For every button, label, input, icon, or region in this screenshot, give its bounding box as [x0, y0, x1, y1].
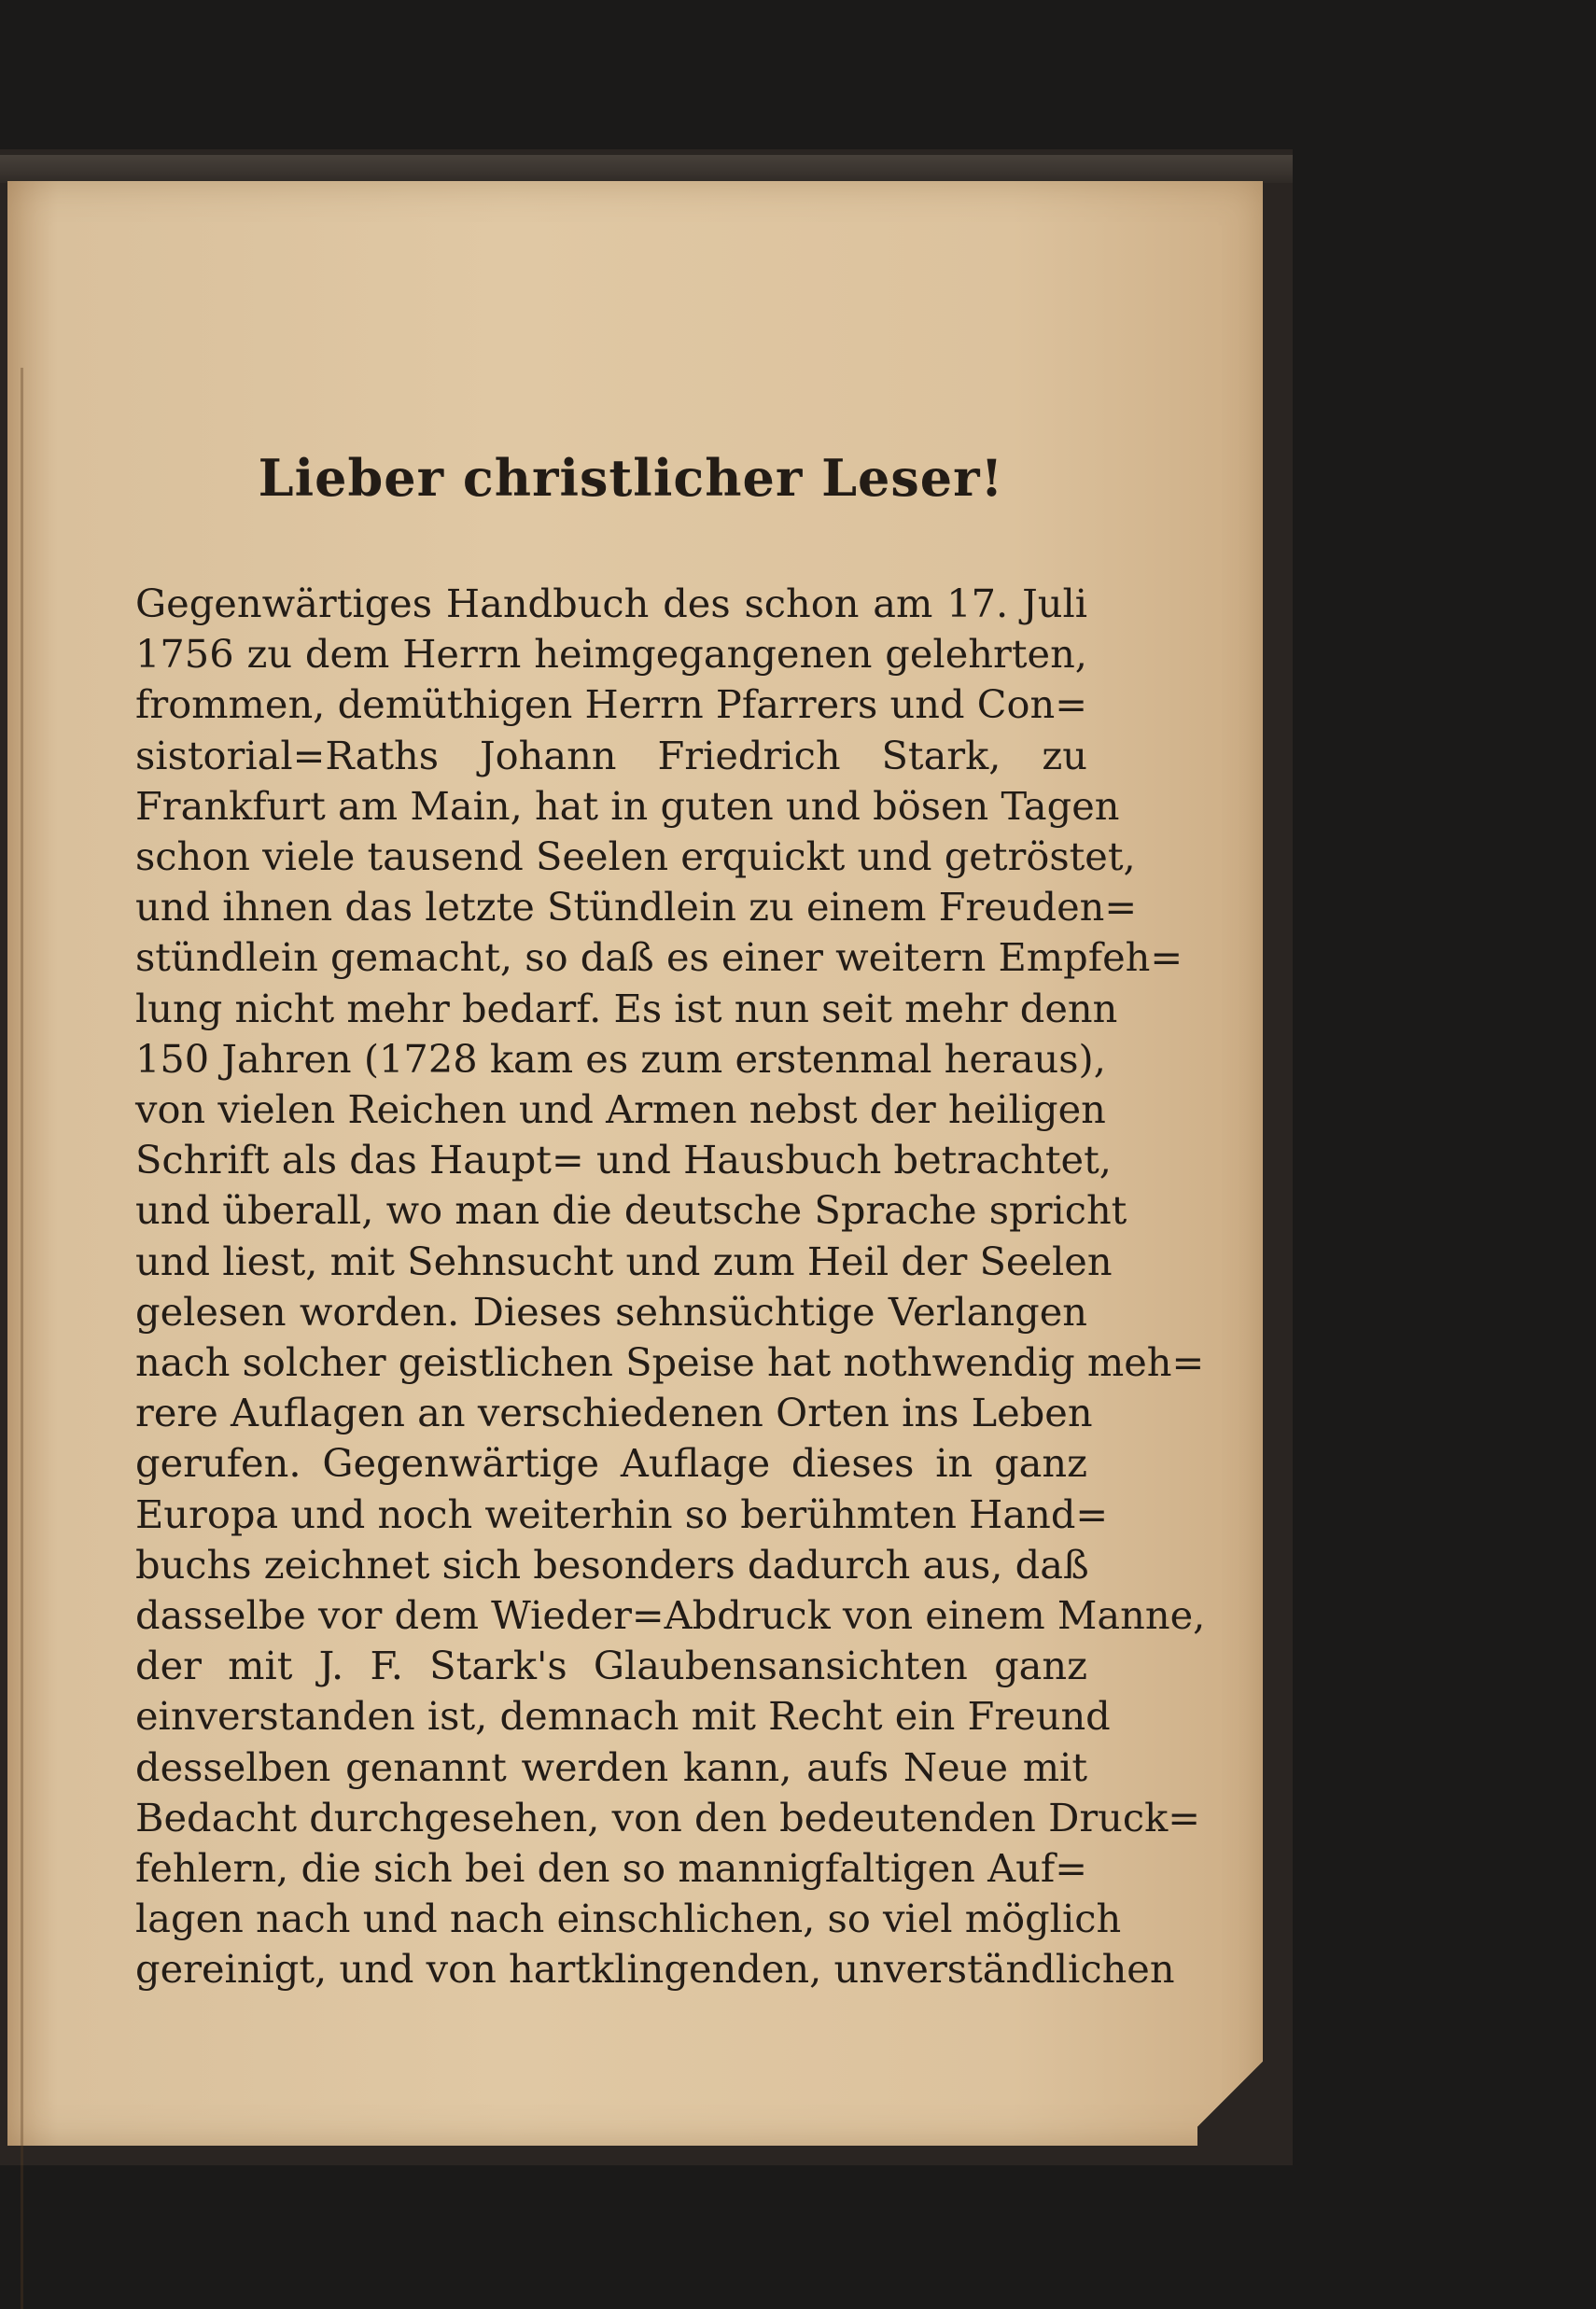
text-line: stündlein gemacht, so daß es einer weitern Empfeh=: [135, 934, 1183, 981]
page-corner-fold: [1197, 2043, 1263, 2146]
text-line: und ihnen das letzte Stündlein zu einem Freuden=: [135, 884, 1138, 931]
page-gutter-shadow: [21, 368, 23, 2309]
text-line: von vielen Reichen und Armen nebst der heiligen: [135, 1086, 1106, 1133]
text-line: fehlern, die sich bei den so mannigfaltigen Auf=: [135, 1845, 1087, 1892]
text-line: gelesen worden. Dieses sehnsüchtige Verlangen: [135, 1288, 1087, 1335]
text-line: 150 Jahren (1728 kam es zum erstenmal heraus),: [135, 1035, 1106, 1082]
text-line: dasselbe vor dem Wieder=Abdruck von einem Manne,: [135, 1592, 1206, 1639]
text-line: gereinigt, und von hartklingenden, unverständlichen: [135, 1946, 1175, 1993]
body-paragraph: [135, 579, 1206, 1995]
text-line: buchs zeichnet sich besonders dadurch aus, daß: [135, 1541, 1089, 1588]
text-line: frommen, demüthigen Herrn Pfarrers und Con=: [135, 681, 1087, 728]
text-line: Bedacht durchgesehen, von den bedeutenden Druck=: [135, 1794, 1201, 1840]
text-line: 1756 zu dem Herrn heimgegangenen gelehrten,: [135, 631, 1087, 678]
text-line: Gegenwärtiges Handbuch des schon am 17. Juli: [135, 581, 1087, 626]
text-line: Frankfurt am Main, hat in guten und bösen Tagen: [135, 782, 1120, 829]
book-spine-strip: [0, 155, 1293, 183]
text-line: Europa und noch weiterhin so berühmten Hand=: [135, 1490, 1109, 1537]
text-line: und überall, wo man die deutsche Sprache spricht: [135, 1187, 1127, 1234]
text-line: einverstanden ist, demnach mit Recht ein Freund: [135, 1693, 1111, 1740]
text-line: Schrift als das Haupt= und Hausbuch betrachtet,: [135, 1137, 1112, 1183]
text-line: rere Auflagen an verschiedenen Orten ins Leben: [135, 1390, 1093, 1436]
text-line: und liest, mit Sehnsucht und zum Heil der Seelen: [135, 1238, 1113, 1284]
text-line: gerufen. Gegenwärtige Auflage dieses in ganz: [135, 1440, 1087, 1487]
text-line: nach solcher geistlichen Speise hat nothwendig meh=: [135, 1339, 1205, 1386]
text-line: sistorial=Raths Johann Friedrich Stark, zu: [135, 732, 1087, 778]
text-line: desselben genannt werden kann, aufs Neue mit: [135, 1743, 1087, 1790]
text-line: der mit J. F. Stark's Glaubensansichten ganz: [135, 1643, 1087, 1689]
text-line: lagen nach und nach einschlichen, so viel möglich: [135, 1896, 1122, 1942]
text-line: lung nicht mehr bedarf. Es ist nun seit mehr denn: [135, 985, 1118, 1031]
text-line: schon viele tausend Seelen erquickt und getröstet,: [135, 833, 1136, 880]
page-heading: Lieber christlicher Leser!: [258, 448, 1004, 508]
